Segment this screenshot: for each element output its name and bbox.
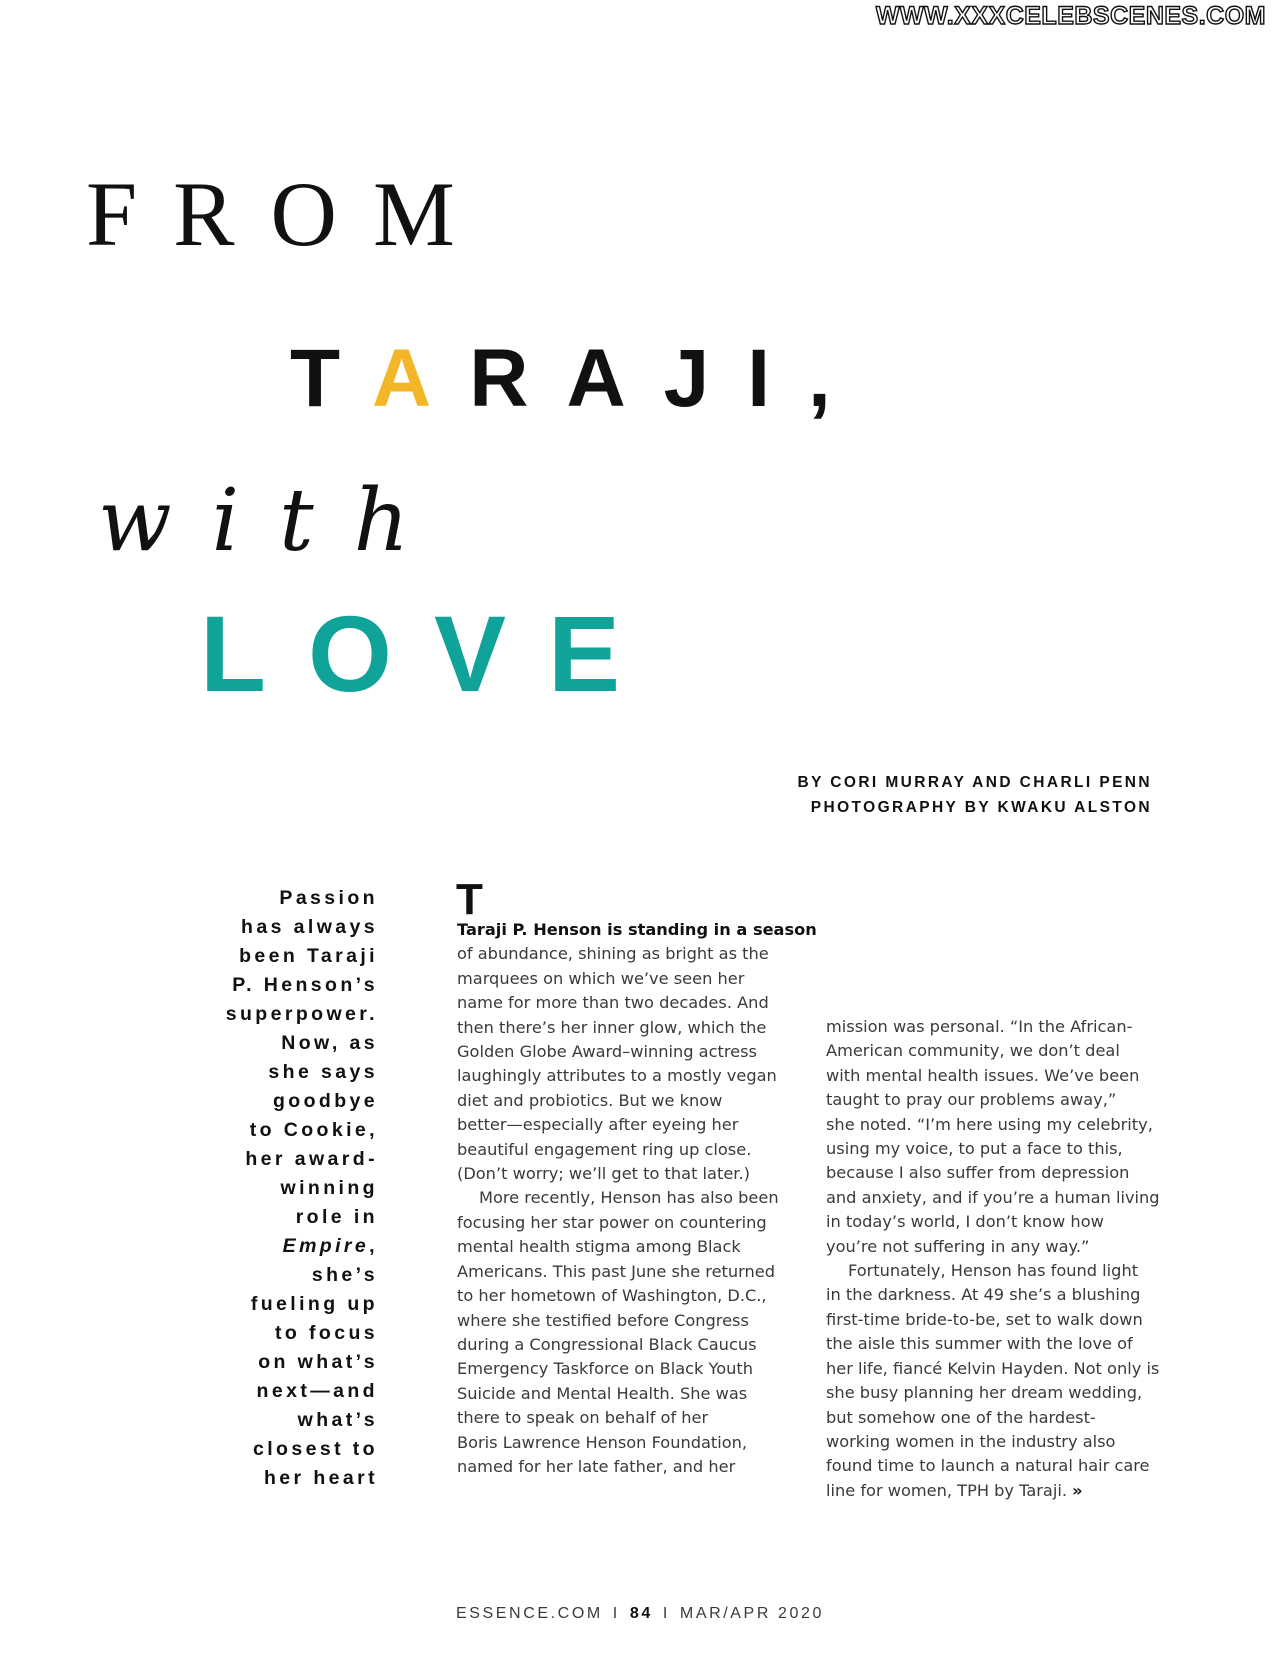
dek-line: fueling up (250, 1293, 378, 1315)
dek-line: P. Henson’s (232, 974, 378, 996)
footer-separator: I (662, 1605, 670, 1622)
dek-line: to Cookie, (249, 1119, 378, 1141)
article-line: Emergency Taskforce on Black Youth (457, 1359, 754, 1379)
dek-line: Passion (279, 887, 378, 909)
dek-line: goodbye (272, 1090, 378, 1112)
article-line: diet and probiotics. But we know (457, 1090, 723, 1110)
dek-line: has always (241, 916, 378, 938)
watermark: WWW.XXXCELEBSCENES.COM (875, 2, 1266, 30)
article-line: then there’s her inner glow, which the (457, 1017, 767, 1037)
dek-line: winning (280, 1177, 378, 1199)
article-line: marquees on which we’ve seen her (457, 968, 745, 988)
byline (798, 770, 1152, 820)
article-line: where she testified before Congress (457, 1310, 749, 1330)
dek-line: her award- (245, 1148, 378, 1170)
article-line: Suicide and Mental Health. She was (457, 1383, 748, 1403)
dek-line: to focus (274, 1322, 378, 1344)
article-line: mission was personal. “In the African- (826, 1017, 1133, 1036)
article-line: and anxiety, and if you’re a human living (826, 1187, 1160, 1207)
page-footer (0, 1605, 1280, 1623)
article-line: you’re not suffering in any way.” (826, 1236, 1090, 1256)
article-line: More recently, Henson has also been (479, 1188, 779, 1208)
headline-love: LOVE (200, 593, 663, 714)
dek-line: on what’s (258, 1351, 378, 1373)
article-line: in today’s world, I don’t know how (826, 1212, 1104, 1232)
article-line: but somehow one of the hardest- (826, 1407, 1096, 1427)
article-line: there to speak on behalf of her (457, 1408, 709, 1428)
article-line: the aisle this summer with the love of (826, 1334, 1133, 1354)
headline-taraji-t: T (290, 333, 373, 424)
footer-page-number: 84 (629, 1605, 653, 1622)
article-last-text: line for women, TPH by Taraji. (826, 1480, 1067, 1500)
article-line: (Don’t worry; we’ll get to that later.) (457, 1164, 750, 1184)
byline-photography: PHOTOGRAPHY BY KWAKU ALSTON (810, 799, 1152, 816)
article-line: named for her late father, and her (457, 1456, 736, 1476)
article-line: first-time bride-to-be, set to walk down (826, 1309, 1143, 1329)
headline-taraji-accent: A (372, 333, 470, 424)
article-line (826, 1479, 1160, 1503)
dek-line: next—and (256, 1380, 378, 1402)
article-line: her life, fiancé Kelvin Hayden. Not only is (826, 1358, 1160, 1378)
article-line: laughingly attributes to a mostly vegan (457, 1066, 777, 1086)
article-line: to her hometown of Washington, D.C., (457, 1286, 767, 1306)
dek-line: Now, as (281, 1032, 378, 1054)
dek-line: closest to (252, 1438, 378, 1460)
article-line: working women in the industry also (826, 1431, 1116, 1451)
byline-authors: BY CORI MURRAY AND CHARLI PENN (797, 774, 1152, 791)
article-line: with mental health issues. We’ve been (826, 1065, 1140, 1085)
dek-show-title: Empire (282, 1235, 370, 1257)
article-line: mental health stigma among Black (457, 1237, 741, 1257)
article-line: during a Congressional Black Caucus (457, 1334, 757, 1354)
article-line: because I also suffer from depression (826, 1163, 1130, 1183)
article-lead: Taraji P. Henson is standing in a season (457, 920, 817, 939)
dek-line: she says (268, 1061, 378, 1083)
article-line: better—especially after eyeing her (457, 1115, 739, 1135)
continue-mark-icon: » (1072, 1480, 1083, 1500)
headline-taraji-rest: RAJI, (469, 333, 869, 424)
article-line: in the darkness. At 49 she’s a blushing (826, 1285, 1141, 1305)
article-line: of abundance, shining as bright as the (457, 944, 769, 964)
article-line: Americans. This past June she returned (457, 1261, 776, 1281)
article-line: taught to pray our problems away,” (826, 1090, 1117, 1110)
article-line: she busy planning her dream wedding, (826, 1383, 1143, 1403)
headline-taraji (290, 333, 869, 424)
article-column-1 (457, 918, 817, 1479)
article-line: Fortunately, Henson has found light (848, 1261, 1139, 1281)
drop-cap: T (456, 875, 483, 924)
article-line: focusing her star power on countering (457, 1212, 767, 1232)
article-line: American community, we don’t deal (826, 1041, 1120, 1061)
dek-line: her heart (263, 1467, 378, 1489)
dek-line: been Taraji (239, 945, 378, 967)
article-line: Golden Globe Award–winning actress (457, 1042, 757, 1062)
article-column-2 (826, 1015, 1160, 1503)
article-line: she noted. “I’m here using my celebrity, (826, 1114, 1153, 1134)
article-line: beautiful engagement ring up close. (457, 1139, 752, 1159)
dek-line: what’s (297, 1409, 378, 1431)
footer-separator: I (612, 1605, 620, 1622)
dek-line: role in (295, 1206, 378, 1228)
dek-line: she’s (311, 1264, 378, 1286)
footer-issue: MAR/APR 2020 (679, 1605, 825, 1622)
article-line: found time to launch a natural hair care (826, 1456, 1150, 1476)
dek (178, 884, 378, 1493)
article-line: using my voice, to put a face to this, (826, 1139, 1123, 1159)
dek-punct: , (369, 1235, 378, 1257)
dek-line (178, 1232, 378, 1261)
headline-from: FROM (86, 163, 491, 265)
article-line: name for more than two decades. And (457, 993, 769, 1013)
article-line: Boris Lawrence Henson Foundation, (457, 1432, 748, 1452)
headline-with: with (98, 471, 450, 571)
footer-site: ESSENCE.COM (455, 1605, 603, 1622)
dek-line: superpower. (225, 1003, 378, 1025)
